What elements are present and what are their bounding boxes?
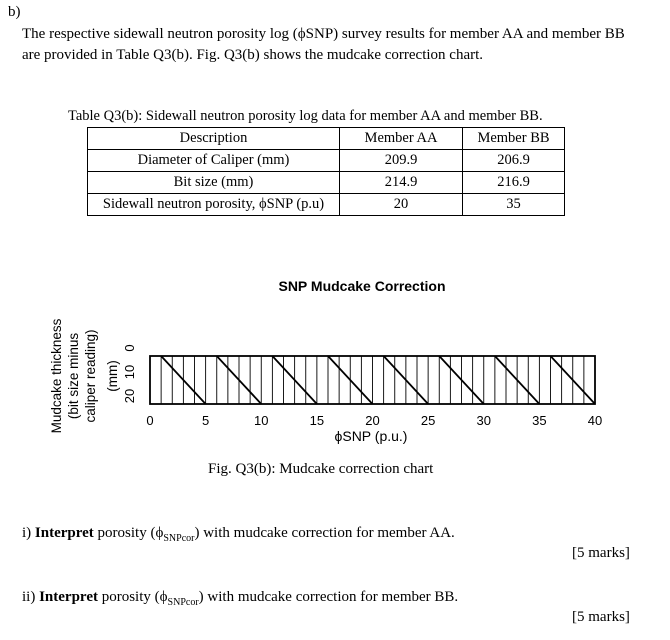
row-description: Sidewall neutron porosity, ϕSNP (p.u) — [88, 194, 340, 216]
header-description: Description — [88, 128, 340, 150]
y-tick-labels — [122, 344, 137, 403]
y-axis-label-line: (bit size minus — [66, 332, 81, 420]
question-subscript: SNPcor — [167, 597, 199, 608]
x-axis-label — [335, 428, 408, 444]
question-text: ) with mudcake correction for member AA. — [194, 525, 455, 541]
x-tick-label: 40 — [587, 413, 603, 428]
y-tick-label: 10 — [122, 364, 137, 380]
x-tick-label: 30 — [476, 413, 491, 428]
y-axis-label-line: caliper reading) — [83, 329, 98, 423]
question-subscript: SNPcor — [163, 533, 195, 544]
y-tick-label: 0 — [122, 344, 137, 352]
x-tick-label: 15 — [309, 413, 325, 428]
question-number: i) — [22, 525, 32, 541]
x-tick-label: 25 — [420, 413, 436, 428]
question-2-marks: [5 marks] — [572, 609, 630, 625]
x-tick-label: 35 — [532, 413, 547, 428]
chart-title: SNP Mudcake Correction — [278, 278, 446, 294]
question-text: porosity (ϕ — [101, 589, 168, 605]
x-tick-label: 0 — [146, 413, 154, 428]
question-text: ) with mudcake correction for member BB. — [198, 589, 459, 605]
figure-caption: Fig. Q3(b): Mudcake correction chart — [208, 461, 434, 477]
y-axis-label-line: Mudcake thickness — [49, 318, 64, 434]
x-tick-label: 5 — [202, 413, 210, 428]
header-member-bb: Member BB — [463, 128, 565, 150]
y-axis-label — [49, 318, 120, 433]
section-label: b) — [8, 4, 21, 20]
row-description: Bit size (mm) — [88, 172, 340, 194]
x-tick-label: 20 — [365, 413, 380, 428]
correction-lines — [161, 356, 595, 404]
question-keyword: Interpret — [34, 525, 94, 541]
question-1 — [22, 525, 455, 544]
row-value-aa: 209.9 — [340, 150, 463, 172]
row-value-aa: 20 — [340, 194, 463, 216]
header-member-aa: Member AA — [340, 128, 463, 150]
row-value-aa: 214.9 — [340, 172, 463, 194]
intro-paragraph: The respective sidewall neutron porosity log (ϕSNP) survey results for member AA and member BB are provided in Table Q3(b). Fig. Q3(b) shows the mudcake correction chart. — [22, 26, 625, 63]
question-text: porosity (ϕ — [97, 525, 164, 541]
row-description: Diameter of Caliper (mm) — [88, 150, 340, 172]
question-number: ii) — [22, 589, 36, 605]
chart-grid — [150, 356, 595, 404]
table-caption: Table Q3(b): Sidewall neutron porosity log data for member AA and member BB. — [68, 108, 543, 124]
question-1-marks: [5 marks] — [572, 545, 630, 561]
question-2 — [22, 589, 458, 608]
x-tick-labels — [146, 413, 602, 428]
row-value-bb: 216.9 — [463, 172, 565, 194]
question-keyword: Interpret — [39, 589, 98, 605]
row-value-bb: 206.9 — [463, 150, 565, 172]
x-tick-label: 10 — [254, 413, 269, 428]
x-axis-label-text: ϕSNP (p.u.) — [334, 428, 408, 444]
y-axis-label-line: (mm) — [105, 360, 120, 392]
y-tick-label: 20 — [122, 388, 137, 404]
row-value-bb: 35 — [463, 194, 565, 216]
